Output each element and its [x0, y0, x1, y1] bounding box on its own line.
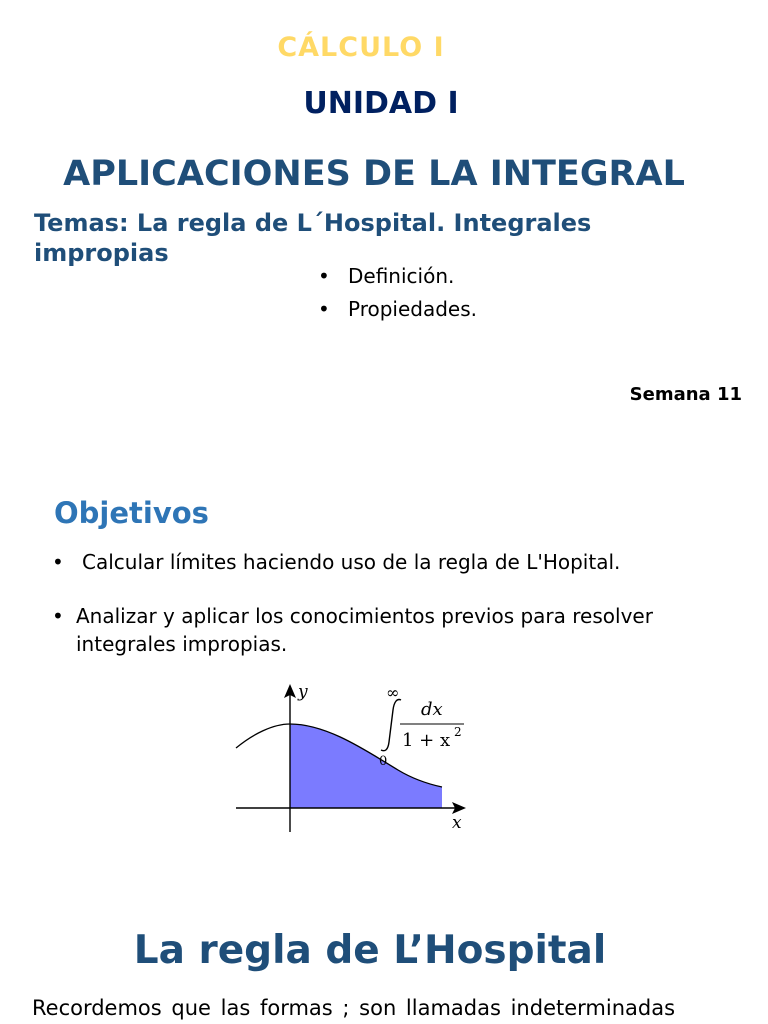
- course-title: CÁLCULO I: [277, 32, 445, 63]
- improper-integral-figure: [228, 678, 478, 836]
- unit-title: UNIDAD I: [303, 86, 459, 121]
- objective-item: • Analizar y aplicar los conocimientos previos para resolver integrales impropias.: [52, 602, 742, 658]
- denominator-exponent: 2: [454, 725, 462, 739]
- fraction-numerator: dx: [421, 699, 443, 720]
- topic-bullets: [318, 260, 477, 326]
- upper-limit: ∞: [386, 683, 400, 702]
- curve-left: [236, 724, 290, 748]
- objective-item: • Calcular límites haciendo uso de la regla de L'Hopital.: [52, 548, 742, 576]
- week-label: Semana 11: [629, 384, 742, 405]
- intro-paragraph: Recordemos que las formas ; son llamadas indeterminadas: [32, 996, 676, 1020]
- objectives-heading: Objetivos: [54, 496, 209, 530]
- bullet-definition: • Definición.: [318, 260, 477, 293]
- topics-line: Temas: La regla de L´Hospital. Integrales impropias: [34, 209, 592, 267]
- integral-sign: [381, 699, 401, 750]
- page-title: APLICACIONES DE LA INTEGRAL: [63, 154, 685, 194]
- y-axis-label: y: [298, 682, 308, 702]
- fraction-denominator: 1 + x: [402, 730, 451, 751]
- objectives-list: [52, 548, 742, 658]
- lower-limit: 0: [379, 754, 388, 769]
- bullet-properties: • Propiedades.: [318, 293, 477, 326]
- section-heading: La regla de L’Hospital: [133, 928, 607, 973]
- x-axis-label: x: [452, 813, 462, 833]
